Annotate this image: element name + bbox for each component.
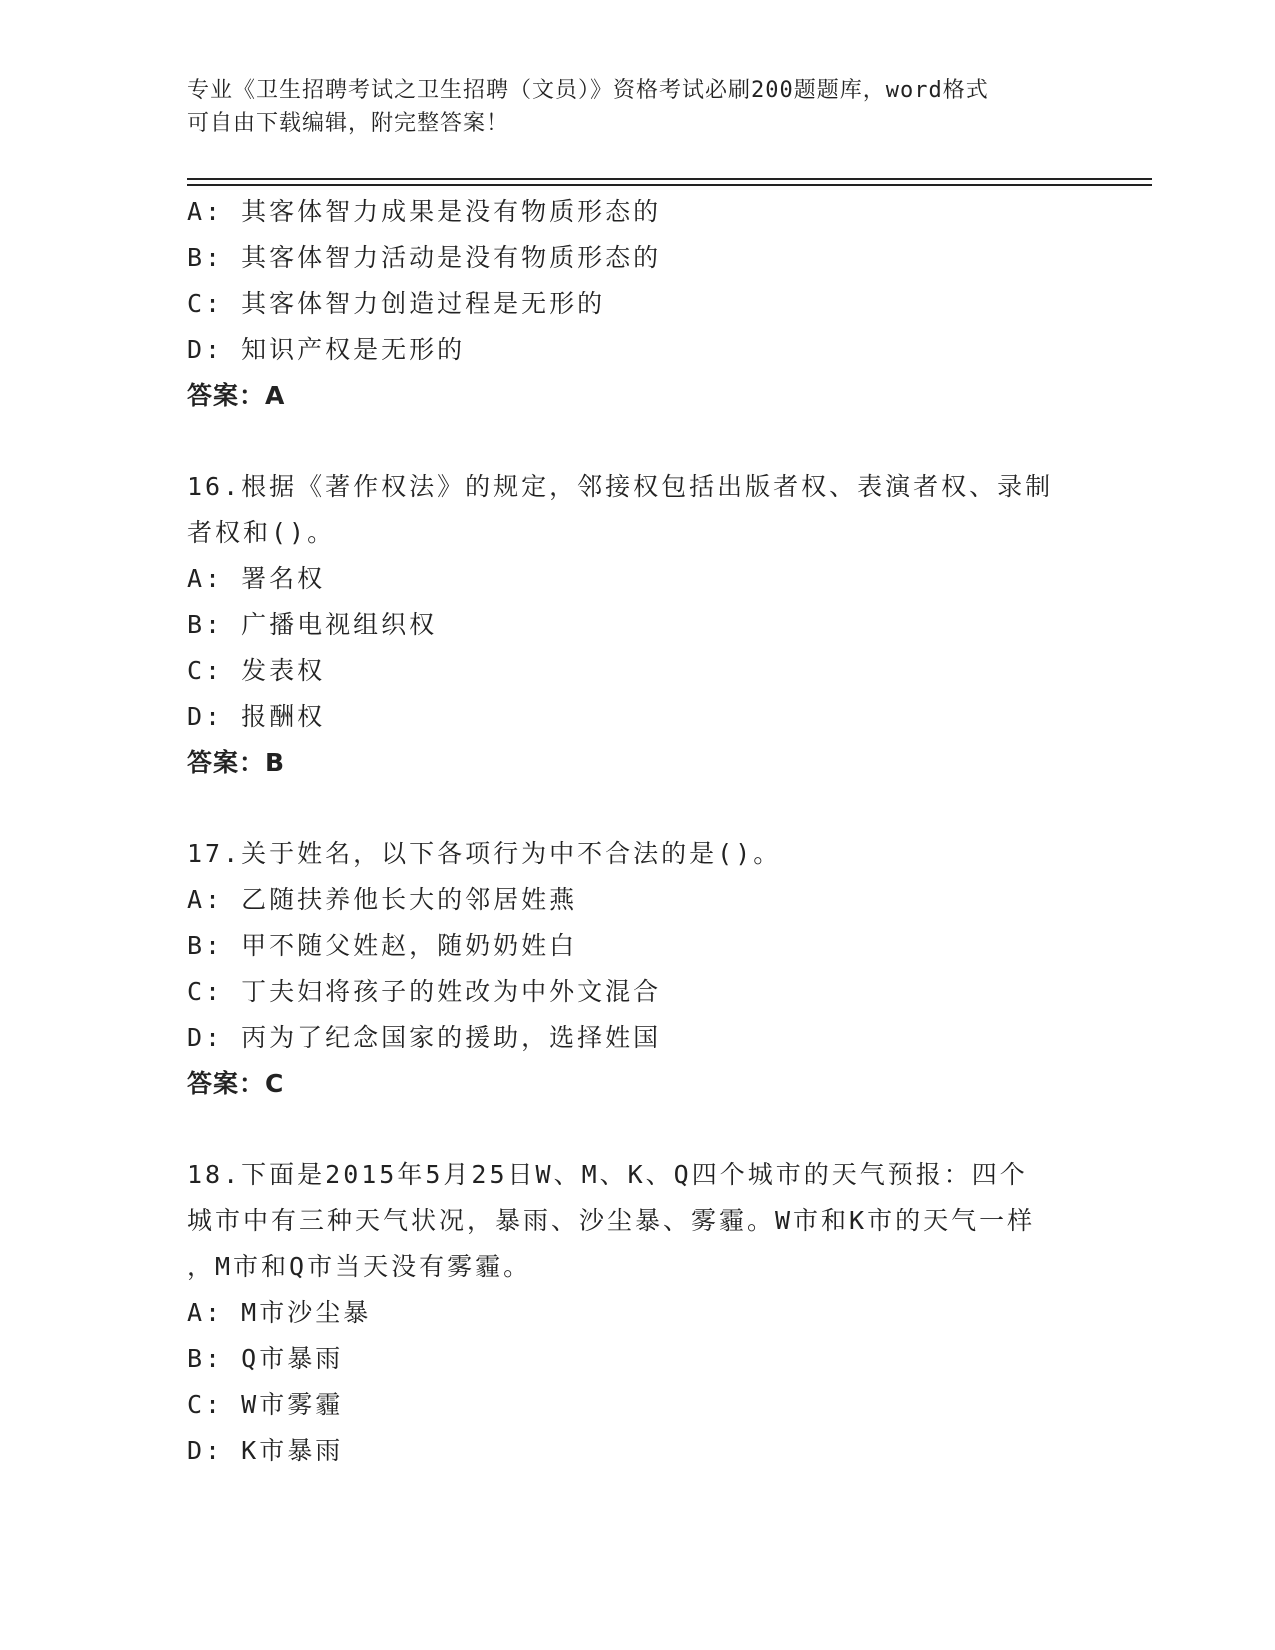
option-b: B: 甲不随父姓赵，随奶奶姓白 <box>187 931 578 960</box>
option-a: A: M市沙尘暴 <box>187 1298 372 1327</box>
document-header <box>187 74 1087 140</box>
question-15 <box>187 189 1087 419</box>
question-17 <box>187 831 1087 1107</box>
question-18 <box>187 1152 1087 1474</box>
option-b: B: 广播电视组织权 <box>187 610 438 639</box>
question-text-line: 城市中有三种天气状况，暴雨、沙尘暴、雾霾。W市和K市的天气一样 <box>187 1206 1036 1235</box>
answer: 答案：B <box>187 748 286 777</box>
answer: 答案：C <box>187 1069 285 1098</box>
option-a: A: 其客体智力成果是没有物质形态的 <box>187 197 662 226</box>
question-text-line: 16.根据《著作权法》的规定，邻接权包括出版者权、表演者权、录制 <box>187 472 1054 501</box>
header-line-1: 专业《卫生招聘考试之卫生招聘（文员）》资格考试必刷200题题库，word格式 <box>187 78 989 103</box>
option-d: D: K市暴雨 <box>187 1436 344 1465</box>
question-text-line: 者权和()。 <box>187 518 336 547</box>
spacer <box>187 1107 1087 1152</box>
option-c: C: 其客体智力创造过程是无形的 <box>187 289 606 318</box>
document-body <box>187 189 1087 1474</box>
header-line-2: 可自由下载编辑，附完整答案！ <box>187 111 510 136</box>
question-text-line: 18.下面是2015年5月25日W、M、K、Q四个城市的天气预报：四个 <box>187 1160 1028 1189</box>
option-a: A: 署名权 <box>187 564 326 593</box>
option-c: C: 发表权 <box>187 656 326 685</box>
option-d: D: 丙为了纪念国家的援助，选择姓国 <box>187 1023 662 1052</box>
option-b: B: Q市暴雨 <box>187 1344 344 1373</box>
header-divider-bottom <box>187 184 1152 186</box>
option-d: D: 知识产权是无形的 <box>187 335 466 364</box>
question-text-line: ，M市和Q市当天没有雾霾。 <box>187 1252 532 1281</box>
question-16 <box>187 464 1087 786</box>
option-c: C: 丁夫妇将孩子的姓改为中外文混合 <box>187 977 662 1006</box>
option-b: B: 其客体智力活动是没有物质形态的 <box>187 243 662 272</box>
answer: 答案：A <box>187 381 286 410</box>
spacer <box>187 419 1087 464</box>
header-divider-top <box>187 178 1152 180</box>
spacer <box>187 786 1087 831</box>
option-c: C: W市雾霾 <box>187 1390 344 1419</box>
question-text-line: 17.关于姓名，以下各项行为中不合法的是()。 <box>187 839 782 868</box>
option-d: D: 报酬权 <box>187 702 326 731</box>
option-a: A: 乙随扶养他长大的邻居姓燕 <box>187 885 578 914</box>
